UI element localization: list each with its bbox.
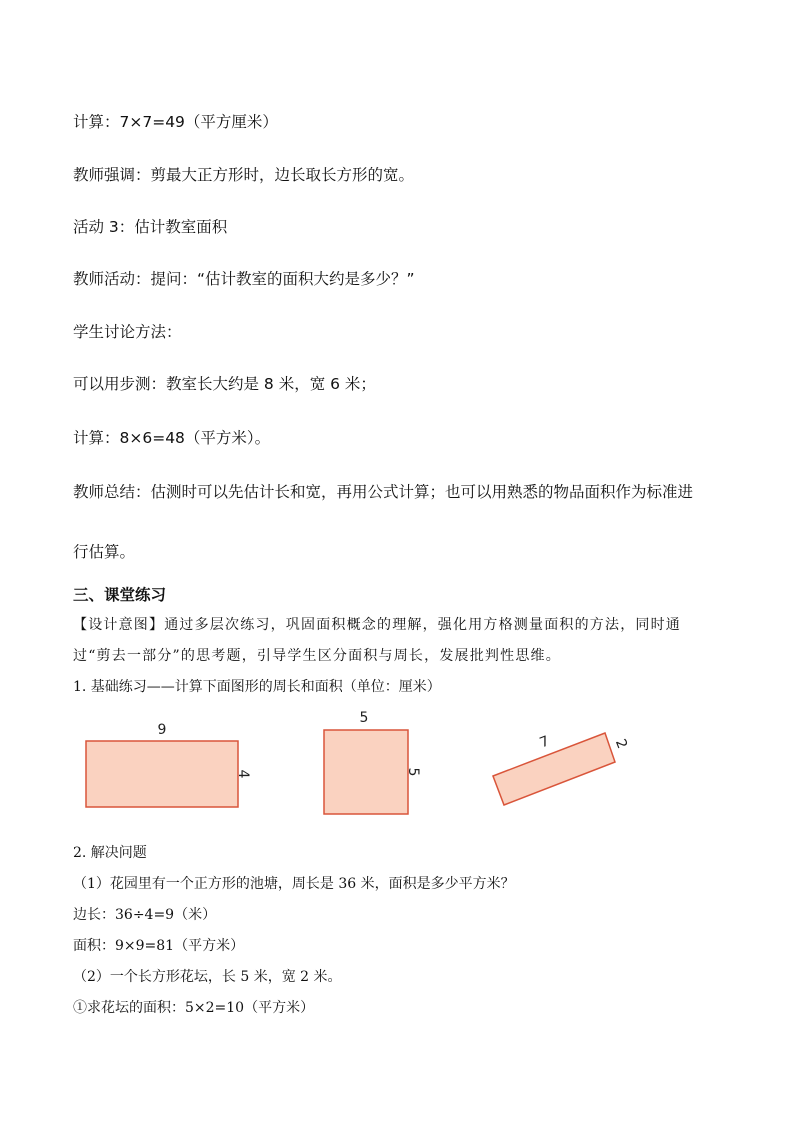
rectangle-9x4 bbox=[86, 741, 238, 807]
square-top-label: 5 bbox=[359, 710, 369, 726]
exercise1-title: 1. 基础练习——计算下面图形的周长和面积（单位：厘米） bbox=[73, 679, 441, 695]
square-5x5 bbox=[324, 730, 408, 814]
rect2-width-label: 2 bbox=[611, 736, 631, 752]
exercise2-question-1: （1）花园里有一个正方形的池塘，周长是 36 米，面积是多少平方米？ bbox=[73, 876, 515, 892]
text-line-calc-8x6: 计算：8×6=48（平方米）。 bbox=[73, 429, 271, 447]
text-line-pacing-method: 可以用步测：教室长大约是 8 米，宽 6 米； bbox=[73, 375, 376, 393]
text-line-teacher-summary: 教师总结：估测时可以先估计长和宽，再用公式计算；也可以用熟悉的物品面积作为标准进 bbox=[73, 483, 694, 501]
text-line-teacher-emphasis: 教师强调：剪最大正方形时，边长取长方形的宽。 bbox=[73, 166, 415, 184]
rect2-length-label: 7 bbox=[537, 733, 552, 752]
section-heading: 三、课堂练习 bbox=[73, 586, 167, 604]
exercise2-q1-area: 面积：9×9=81（平方米） bbox=[73, 938, 245, 954]
design-intent-line-2: 过“剪去一部分”的思考题，引导学生区分面积与周长，发展批判性思维。 bbox=[73, 648, 561, 664]
text-line-student-discussion: 学生讨论方法： bbox=[73, 323, 182, 341]
text-line-activity-3: 活动 3：估计教室面积 bbox=[73, 218, 228, 236]
exercise2-title: 2. 解决问题 bbox=[73, 845, 147, 861]
exercise2-q2-area: ①求花坛的面积：5×2=10（平方米） bbox=[73, 1000, 315, 1016]
rect1-length-label: 9 bbox=[157, 722, 167, 738]
design-intent-line-1: 【设计意图】通过多层次练习，巩固面积概念的理解，强化用方格测量面积的方法，同时通 bbox=[73, 617, 681, 633]
exercise2-question-2: （2）一个长方形花坛，长 5 米，宽 2 米。 bbox=[73, 969, 342, 985]
rect1-width-label: 4 bbox=[235, 769, 251, 779]
rotated-rectangle-7x2 bbox=[493, 733, 615, 805]
text-line-calc-7x7: 计算：7×7=49（平方厘米） bbox=[73, 113, 278, 131]
text-line-teacher-question: 教师活动：提问：“估计教室的面积大约是多少？” bbox=[73, 270, 415, 288]
text-line-summary-continued: 行估算。 bbox=[73, 543, 136, 561]
exercise2-q1-side: 边长：36÷4=9（米） bbox=[73, 907, 217, 923]
square-side-label: 5 bbox=[405, 767, 421, 777]
